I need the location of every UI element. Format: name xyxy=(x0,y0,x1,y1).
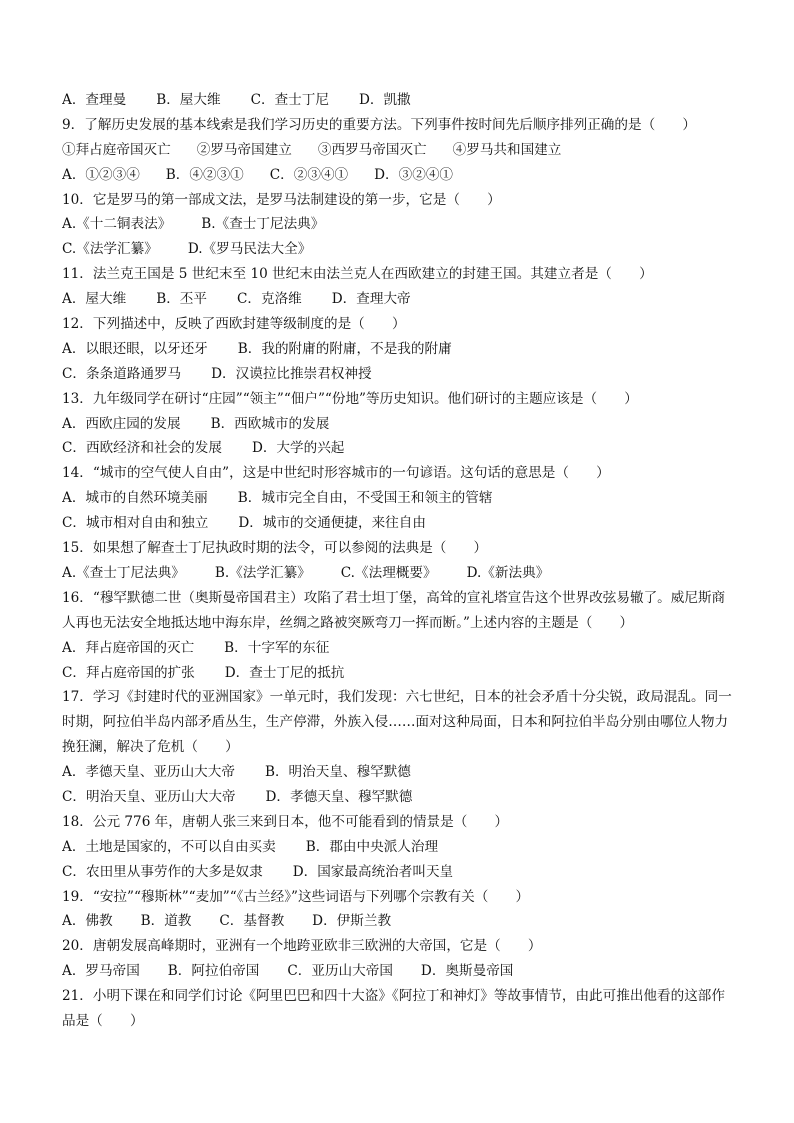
answer-option: A．城市的自然环境美丽 xyxy=(62,490,208,507)
option-row xyxy=(62,760,734,785)
option-row xyxy=(62,636,734,661)
answer-option: C．亚历山大帝国 xyxy=(287,963,393,980)
question-text: 21．小明下课在和同学们讨论《阿里巴巴和四十大盗》《阿拉丁和神灯》等故事情节，由此可推出他看的这部作品是（ ） xyxy=(62,988,725,1030)
question-text: 17．学习《封建时代的亚洲国家》一单元时，我们发现：六七世纪，日本的社会矛盾十分尖锐，政局混乱。同一时期，阿拉伯半岛内部矛盾丛生，生产停滞，外族入侵……面对这种局面，日本和阿拉伯半岛分别由哪位人物力挽狂澜，解决了危机（ ） xyxy=(62,689,732,756)
answer-option: ③西罗马帝国灭亡 xyxy=(317,141,427,158)
question-text: 9．了解历史发展的基本线索是我们学习历史的重要方法。下列事件按时间先后顺序排列正确的是（ ） xyxy=(62,116,696,133)
answer-option: A．孝德天皇、亚历山大大帝 xyxy=(62,764,235,781)
answer-option: A．西欧庄园的发展 xyxy=(62,415,181,432)
question-text: 11．法兰克王国是 5 世纪末至 10 世纪末由法兰克人在西欧建立的封建王国。其建立者是（ ） xyxy=(62,266,653,283)
answer-option: A．①②③④ xyxy=(62,166,140,183)
answer-option: A．土地是国家的，不可以自由买卖 xyxy=(62,838,276,855)
option-row xyxy=(62,337,734,362)
question-text: 18．公元 776 年，唐朝人张三来到日本，他不可能看到的情景是（ ） xyxy=(62,813,509,830)
answer-option: ①拜占庭帝国灭亡 xyxy=(62,141,171,158)
question-text: 14．“城市的空气使人自由”，这是中世纪时形容城市的一句谚语。这句话的意思是（ ） xyxy=(62,465,610,482)
answer-option: D．伊斯兰教 xyxy=(312,913,392,930)
answer-option: D．凯撒 xyxy=(358,92,411,108)
answer-option: B．十字军的东征 xyxy=(224,639,330,656)
answer-option: C．条条道路通罗马 xyxy=(62,365,182,382)
answer-option: C．克洛维 xyxy=(236,291,302,308)
answer-option: A．查理曼 xyxy=(62,92,127,108)
answer-option: C．查士丁尼 xyxy=(250,92,329,108)
answer-option: B．郡由中央派人治理 xyxy=(305,838,439,855)
answer-option: D．汉谟拉比推崇君权神授 xyxy=(211,365,372,382)
answer-option: B．阿拉伯帝国 xyxy=(167,963,260,980)
option-row xyxy=(62,138,734,163)
answer-option: ④罗马共和国建立 xyxy=(452,141,562,158)
option-row xyxy=(62,237,734,262)
option-row xyxy=(62,436,734,461)
answer-option: C．农田里从事劳作的大多是奴隶 xyxy=(62,863,263,880)
answer-option: B．屋大维 xyxy=(156,92,221,108)
option-row xyxy=(62,959,734,984)
answer-option: B．明治天皇、穆罕默德 xyxy=(264,764,411,781)
answer-option: B.《查士丁尼法典》 xyxy=(201,216,325,233)
answer-option: C．拜占庭帝国的扩张 xyxy=(62,664,195,681)
answer-option: B．西欧城市的发展 xyxy=(210,415,330,432)
answer-option: D．查理大帝 xyxy=(331,291,411,308)
option-row xyxy=(62,561,734,586)
answer-option: A．拜占庭帝国的灭亡 xyxy=(62,639,195,656)
answer-option: D.《新法典》 xyxy=(466,564,550,581)
option-row xyxy=(62,486,734,511)
answer-option: C．西欧经济和社会的发展 xyxy=(62,440,222,457)
answer-option: A.《查士丁尼法典》 xyxy=(62,564,185,581)
question-text: 15．如果想了解查士丁尼执政时期的法令，可以参阅的法典是（ ） xyxy=(62,540,488,557)
answer-option: C．明治天皇、亚历山大大帝 xyxy=(62,789,236,806)
option-row xyxy=(62,909,734,934)
question-text: 20．唐朝发展高峰期时，亚洲有一个地跨亚欧非三欧洲的大帝国，它是（ ） xyxy=(62,938,542,955)
answer-option: B．④②③① xyxy=(165,166,244,183)
option-row xyxy=(62,511,734,536)
answer-option: A.《十二铜表法》 xyxy=(62,216,172,233)
question-text: 13．九年级同学在研讨“庄园”“领主”“佃户”“份地”等历史知识。他们研讨的主题应该是（ ） xyxy=(62,390,638,407)
answer-option: C．基督教 xyxy=(219,913,285,930)
answer-option: D．查士丁尼的抵抗 xyxy=(224,664,345,681)
option-row xyxy=(62,785,734,810)
question-text: 19．“安拉”“穆斯林”“麦加”“《古兰经》”这些词语与下列哪个宗教有关（ ） xyxy=(62,888,530,905)
answer-option: B．丕平 xyxy=(156,291,207,308)
option-row xyxy=(62,661,734,686)
answer-option: A．以眼还眼，以牙还牙 xyxy=(62,340,208,357)
answer-option: B.《法学汇纂》 xyxy=(214,564,311,581)
answer-option: C.《法学汇纂》 xyxy=(62,241,158,258)
answer-option: B．道教 xyxy=(140,913,192,930)
answer-option: C.《法理概要》 xyxy=(340,564,437,581)
answer-option: C．城市相对自由和独立 xyxy=(62,515,209,532)
option-row xyxy=(62,88,734,113)
option-row xyxy=(62,412,734,437)
answer-option: C．②③④① xyxy=(269,166,349,183)
question-text: 16．“穆罕默德二世（奥斯曼帝国君主）攻陷了君士坦丁堡，高耸的宣礼塔宣告这个世界改弦易辙了。威尼斯商人再也无法安全地抵达地中海东岸，丝绸之路被突厥弯刀一挥而断。”上述内容的主题是（ ） xyxy=(62,589,726,631)
option-row xyxy=(62,287,734,312)
answer-option: D．国家最高统治者叫天皇 xyxy=(292,863,454,880)
question-text: 10．它是罗马的第一部成文法，是罗马法制建设的第一步，它是（ ） xyxy=(62,191,501,208)
answer-option: D．孝德天皇、穆罕默德 xyxy=(265,789,413,806)
question-text: 12．下列描述中，反映了西欧封建等级制度的是（ ） xyxy=(62,316,406,333)
answer-option: A．罗马帝国 xyxy=(62,963,140,980)
answer-option: D.《罗马民法大全》 xyxy=(187,241,312,258)
answer-option: B．城市完全自由，不受国王和领主的管辖 xyxy=(237,490,493,507)
answer-option: A．佛教 xyxy=(62,913,113,930)
option-row xyxy=(62,212,734,237)
answer-option: ②罗马帝国建立 xyxy=(196,141,292,158)
answer-option: D．城市的交通便捷，来往自由 xyxy=(238,515,426,532)
option-row xyxy=(62,860,734,885)
answer-option: D．大学的兴起 xyxy=(251,440,345,457)
option-row xyxy=(62,163,734,188)
answer-option: B．我的附庸的附庸，不是我的附庸 xyxy=(237,340,452,357)
answer-option: A．屋大维 xyxy=(62,291,127,308)
answer-option: D．奥斯曼帝国 xyxy=(420,963,514,980)
answer-option: D．③②④① xyxy=(374,166,454,183)
option-row xyxy=(62,362,734,387)
option-row xyxy=(62,835,734,860)
